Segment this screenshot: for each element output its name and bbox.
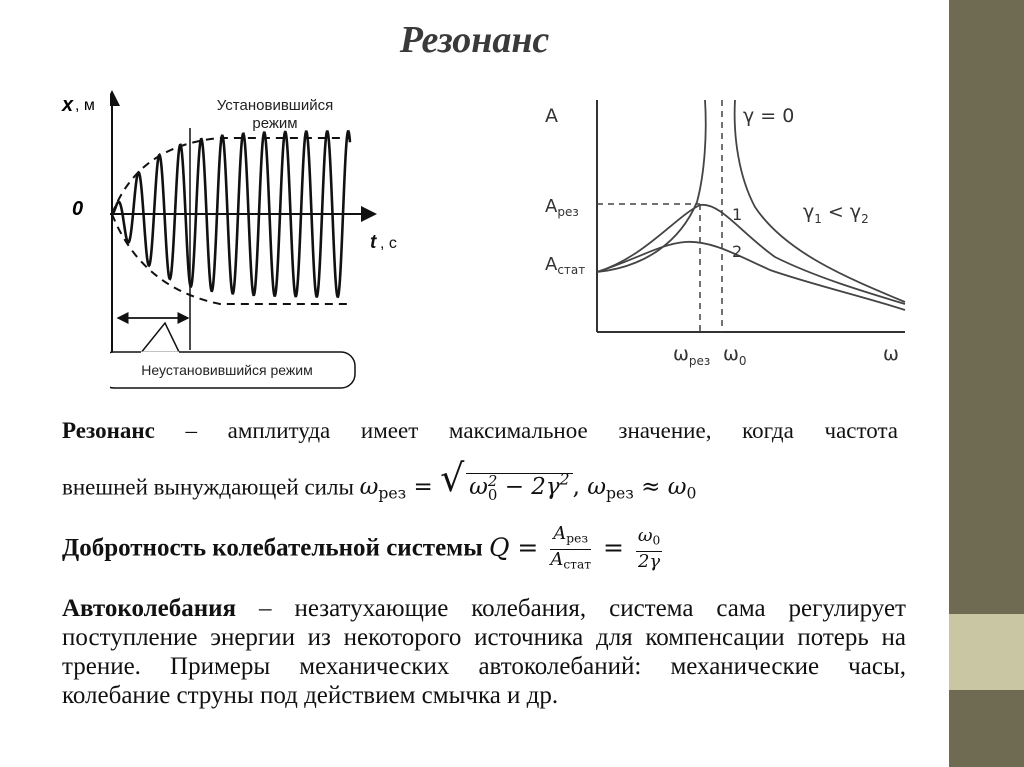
quality-factor-line: [62, 524, 842, 574]
curve-1-label: 1: [732, 205, 743, 224]
curve-gamma-zero-right: [735, 100, 905, 302]
steady-label-line1: Установившийся: [216, 97, 334, 114]
resonance-definition-text: – амплитуда имеет максимальное значение, когда частота: [154, 418, 898, 443]
curve-2-label: 2: [732, 242, 743, 261]
side-bar-accent: [949, 614, 1024, 690]
omega-rez-formula: $\omega_{рез}$ = √ ω 2 0 − $2\gamma^2$ , $\omega_{рез} \approx \omega_0$: [359, 456, 697, 504]
curve-2: [597, 242, 905, 310]
slide-title: Резонанс: [399, 19, 550, 61]
resonance-definition-line1: [62, 418, 898, 444]
resonance-figure: [535, 92, 915, 382]
resonance-graph: [535, 92, 915, 382]
transient-label: Неустановившийся режим: [141, 362, 313, 378]
oscillation-figure: [110, 88, 410, 394]
omega0-label: $\omega_0$: [723, 343, 747, 368]
self-oscillations-paragraph: [62, 594, 906, 710]
callout-pointer: [140, 323, 180, 354]
gamma-zero-label: γ = 0: [743, 105, 795, 127]
self-oscillations-text: – незатухающие колебания, система сама регулирует поступление энергии из некоторого источника для компенсации потерь на трение. Примеры механических автоколебаний: механические часы, колебание струны под действием смычка и др.: [62, 595, 906, 709]
right-x-label: ω: [883, 343, 899, 365]
formula-intro-text: внешней вынуждающей силы: [62, 474, 360, 500]
resonance-term: Резонанс: [62, 418, 155, 443]
oscillation-graph: [110, 88, 410, 394]
gamma-inequality-label: $\gamma_1 < \gamma_2$: [803, 201, 869, 226]
left-x-label: t: [370, 232, 377, 253]
resonance-formula-line: [62, 456, 842, 504]
left-x-unit: , с: [380, 235, 397, 252]
left-y-unit: , м: [75, 97, 95, 114]
left-origin-label: 0: [72, 198, 84, 220]
quality-factor-term: Добротность колебательной системы: [62, 534, 489, 562]
upper-envelope: [112, 138, 350, 214]
left-y-label: x: [62, 94, 74, 116]
a-rez-label: $A_{рез}$: [545, 196, 579, 219]
self-oscillations-term: Автоколебания: [62, 595, 237, 622]
steady-label-line2: режим: [252, 115, 298, 132]
right-y-label: A: [545, 105, 558, 127]
curve-gamma-zero-left: [597, 100, 706, 272]
quality-factor-formula: Q = $\frac{A_{рез}}{A_{стат}}$ = $\frac{\omega_0}{2\gamma}$: [488, 523, 661, 572]
omega-rez-label: $\omega_{рез}$: [673, 343, 711, 368]
a-stat-label: $A_{стат}$: [545, 254, 586, 277]
